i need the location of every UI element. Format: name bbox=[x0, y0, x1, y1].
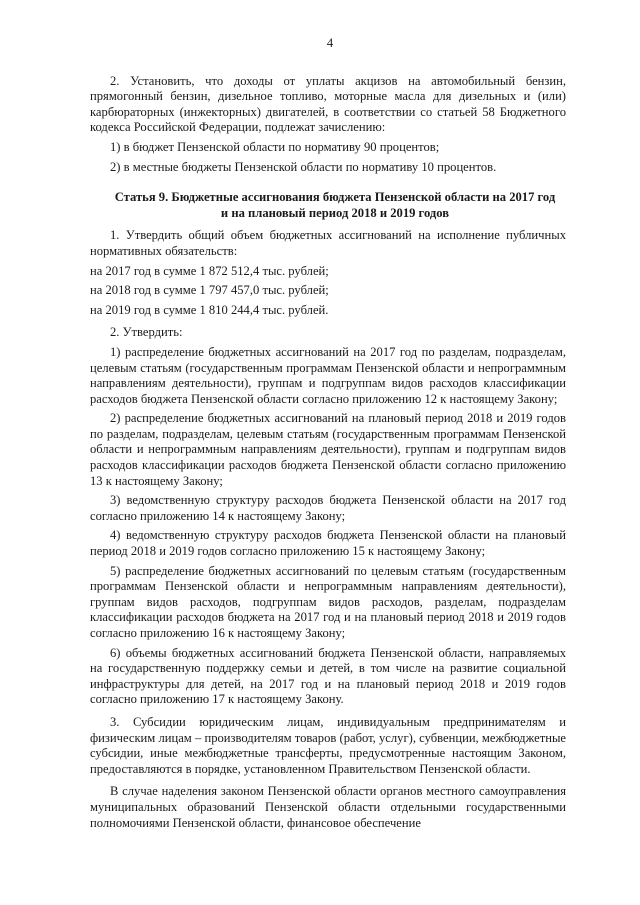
article9-item2-sub1: 1) распределение бюджетных ассигнований на 2017 год по разделам, подразделам, целевым статьям (государственным программам Пензенской области и непрограммным направлениям деятельности), группам и подгруппам видов расходов классификации расходов бюджета Пензенской области согласно приложению 12 к настоящему Закону; bbox=[90, 344, 566, 406]
article9-item1-year2017: на 2017 год в сумме 1 872 512,4 тыс. рублей; bbox=[90, 263, 329, 278]
article9-item1-year2018: на 2018 год в сумме 1 797 457,0 тыс. рублей; bbox=[90, 283, 329, 298]
document-page bbox=[90, 36, 566, 831]
article8-item2-sub2: 2) в местные бюджеты Пензенской области по нормативу 10 процентов. bbox=[110, 159, 497, 174]
article8-item2-sub1: 1) в бюджет Пензенской области по нормативу 90 процентов; bbox=[110, 139, 440, 154]
article9-closing-paragraph: В случае наделения законом Пензенской области органов местного самоуправления муниципальных образований Пензенской области отдельными государственными полномочиями Пензенской области, финансовое обеспечение bbox=[90, 784, 566, 830]
article9-item1-year2019: на 2019 год в сумме 1 810 244,4 тыс. рублей. bbox=[90, 302, 329, 317]
article9-item2-sub6: 6) объемы бюджетных ассигнований бюджета Пензенской области, направляемых на государственную поддержку семьи и детей, в том числе на развитие социальной инфраструктуры для детей, на 2017 год и на плановый период 2018 и 2019 годов согласно приложению 17 к настоящему Закону. bbox=[90, 645, 566, 707]
article9-title-line2: и на плановый период 2018 и 2019 годов bbox=[220, 205, 450, 220]
article9-heading bbox=[90, 190, 566, 221]
page-number: 4 bbox=[326, 36, 334, 50]
article9-item2-sub2: 2) распределение бюджетных ассигнований на плановый период 2018 и 2019 годов по разделам, подразделам, целевым статьям (государственным программам Пензенской области и непрограммным направлениям деятельности), группам и подгруппам видов расходов классификации расходов бюджета Пензенской области согласно приложению 13 к настоящему Закону; bbox=[90, 411, 566, 488]
article9-item2-intro: 2. Утвердить: bbox=[110, 325, 183, 340]
article9-item3: 3. Субсидии юридическим лицам, индивидуальным предпринимателям и физическим лицам – производителям товаров (работ, услуг), субвенции, межбюджетные субсидии, иные межбюджетные трансферты, предусмотренные настоящим Законом, предоставляются в порядке, установленном Правительством Пензенской области. bbox=[90, 714, 566, 776]
article9-item1-intro: 1. Утвердить общий объем бюджетных ассигнований на исполнение публичных нормативных обязательств: bbox=[90, 228, 566, 258]
article8-item2-intro: 2. Установить, что доходы от уплаты акцизов на автомобильный бензин, прямогонный бензин, дизельное топливо, моторные масла для дизельных и (или) карбюраторных (инжекторных) двигателей, в соответствии со статьей 58 Бюджетного кодекса Российской Федерации, подлежат зачислению: bbox=[90, 73, 566, 135]
article9-title-line1: Статья 9. Бюджетные ассигнования бюджета Пензенской области на 2017 год bbox=[114, 190, 556, 205]
article9-item2-sub3: 3) ведомственную структуру расходов бюджета Пензенской области на 2017 год согласно приложению 14 к настоящему Закону; bbox=[90, 493, 566, 523]
article9-item2-sub4: 4) ведомственную структуру расходов бюджета Пензенской области на плановый период 2018 и 2019 годов согласно приложению 15 к настоящему Закону; bbox=[90, 528, 566, 559]
article9-item2-sub5: 5) распределение бюджетных ассигнований по целевым статьям (государственным программам Пензенской области и непрограммным направлениям деятельности), группам видов расходов, подгруппам видов расходов, разделам, подразделам классификации расходов бюджета на 2017 год и на плановый период 2018 и 2019 годов согласно приложению 16 к настоящему Закону; bbox=[90, 563, 566, 640]
